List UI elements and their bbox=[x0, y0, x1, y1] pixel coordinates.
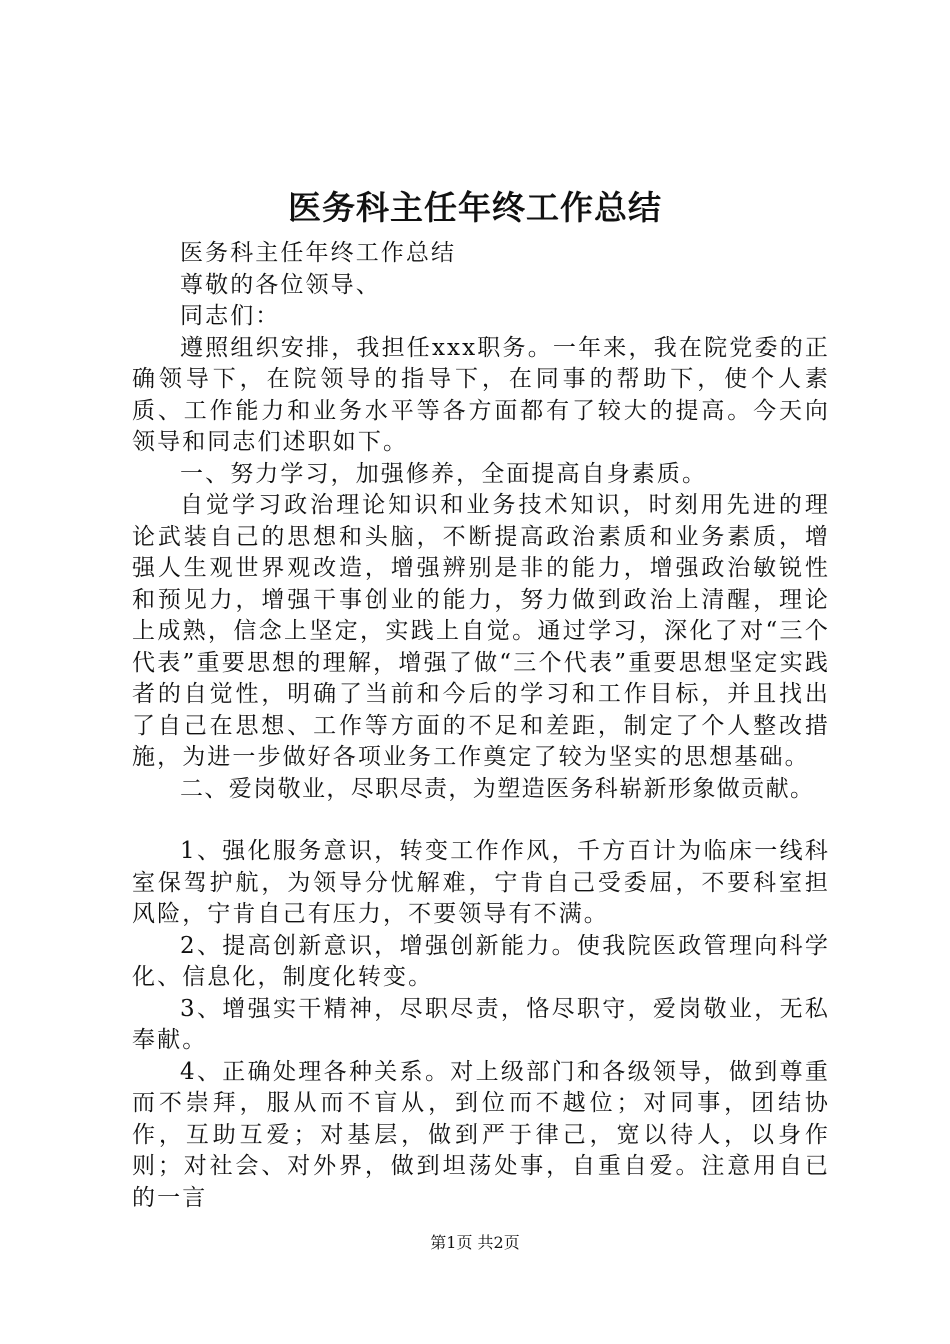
section-heading-2: 二、爱岗敬业，尽职尽责，为塑造医务科崭新形象做贡献。 bbox=[180, 775, 815, 802]
paragraph-heading-repeat: 医务科主任年终工作总结 bbox=[180, 240, 457, 266]
paragraph-item-2: 2、提高创新意识，增强创新能力。使我院医政管理向科学化、信息化，制度化转变。 bbox=[132, 932, 830, 990]
document-body bbox=[132, 238, 830, 1214]
paragraph-study: 自觉学习政治理论知识和业务技术知识，时刻用先进的理论武装自己的思想和头脑，不断提高政治素质和业务素质，增强人生观世界观改造，增强辨别是非的能力，增强政治敏锐性和预见力，增强干事创业的能力，努力做到政治上清醒，理论上成熟，信念上坚定，实践上自觉。通过学习，深化了对“三个代表”重要思想的理解，增强了做“三个代表”重要思想坚定实践者的自觉性，明确了当前和今后的学习和工作目标，并且找出了自己在思想、工作等方面的不足和差距，制定了个人整改措施，为进一步做好各项业务工作奠定了较为坚实的思想基础。 bbox=[132, 492, 830, 770]
paragraph-salutation-2: 同志们： bbox=[180, 303, 281, 329]
paragraph-salutation-1: 尊敬的各位领导、 bbox=[180, 271, 381, 298]
document-title: 医务科主任年终工作总结 bbox=[288, 188, 662, 227]
section-heading-1: 一、努力学习，加强修养，全面提高自身素质。 bbox=[180, 460, 708, 487]
paragraph-item-1: 1、强化服务意识，转变工作作风，千方百计为临床一线科室保驾护航，为领导分忧解难，宁肯自己受委屈，不要科室担风险，宁肯自己有压力，不要领导有不满。 bbox=[132, 838, 830, 927]
paragraph-item-3: 3、增强实干精神，尽职尽责，恪尽职守，爱岗敬业，无私奉献。 bbox=[132, 995, 830, 1053]
page-footer: 第1页 共2页 bbox=[430, 1233, 520, 1252]
paragraph-item-4: 4、正确处理各种关系。对上级部门和各级领导，做到尊重而不崇拜，服从而不盲从，到位而不越位；对同事，团结协作，互助互爱；对基层，做到严于律己，宽以待人，以身作则；对社会、对外界，做到坦荡处事，自重自爱。注意用自已的一言 bbox=[132, 1058, 830, 1211]
paragraph-intro: 遵照组织安排，我担任xxx职务。一年来，我在院党委的正确领导下，在院领导的指导下，在同事的帮助下，使个人素质、工作能力和业务水平等各方面都有了较大的提高。今天向领导和同志们述职如下。 bbox=[132, 334, 830, 455]
